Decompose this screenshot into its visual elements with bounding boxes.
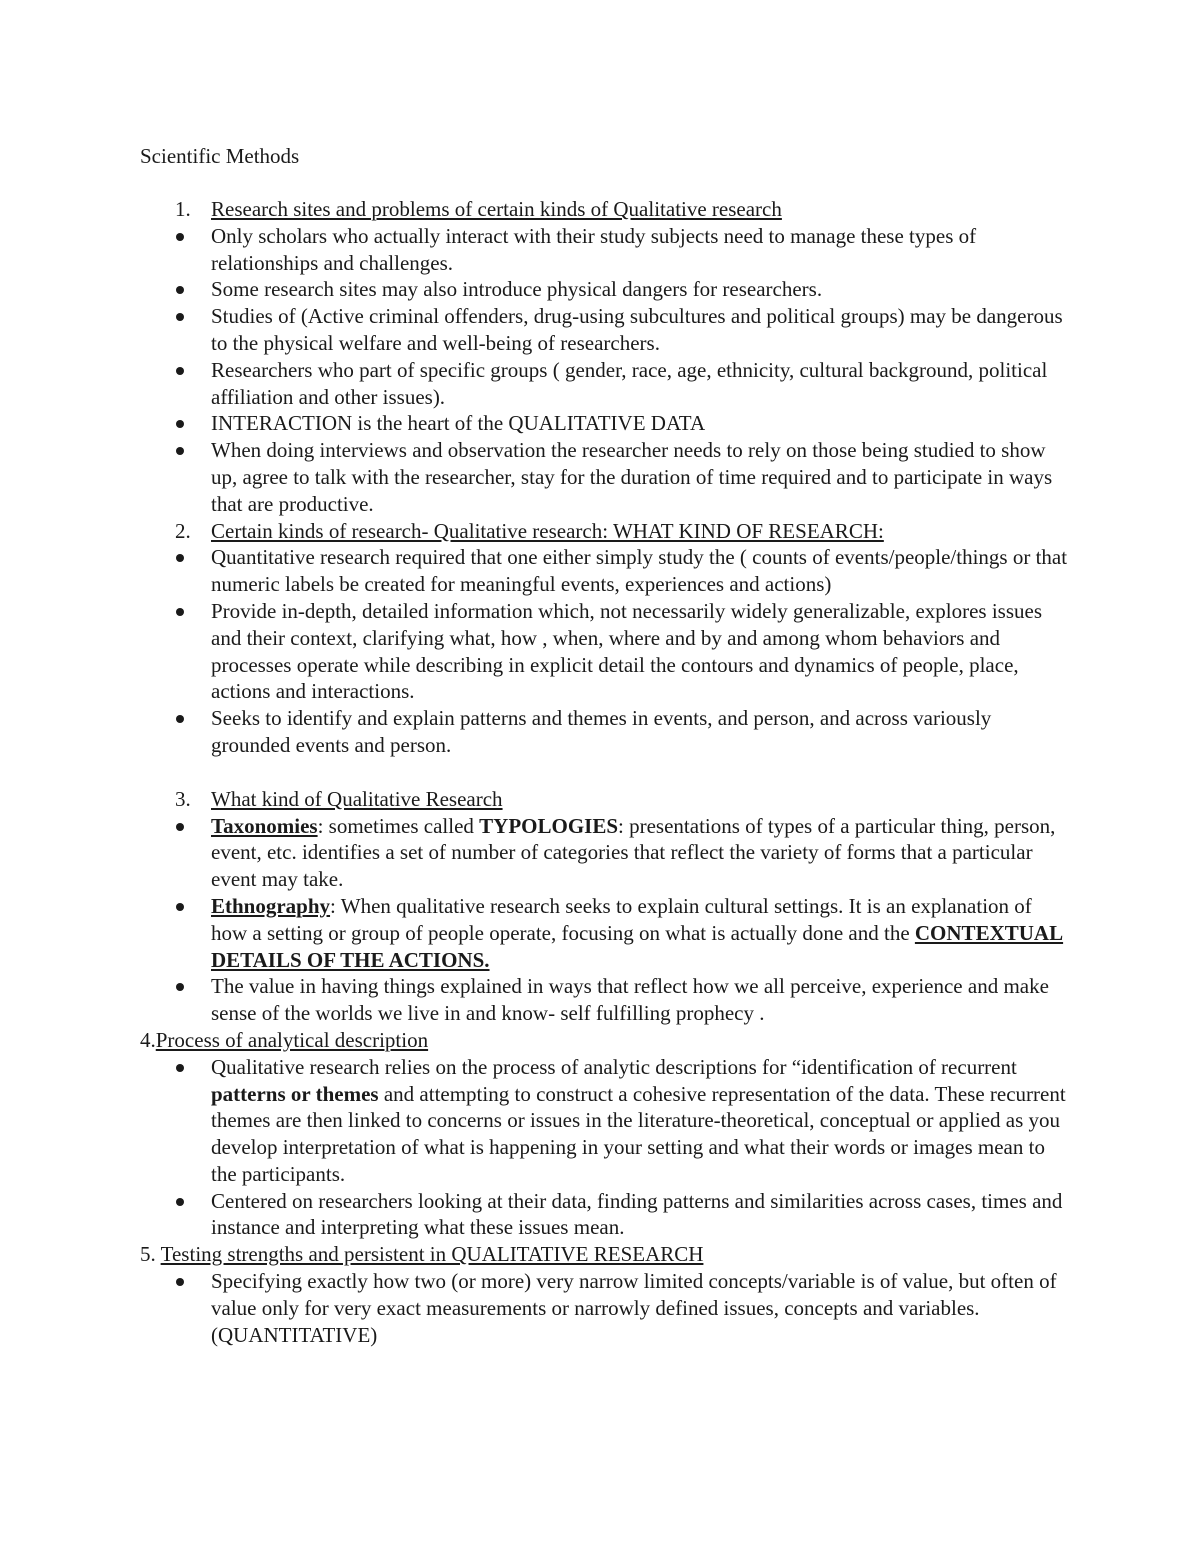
list-item: [0, 598, 1200, 705]
bullet-icon: [176, 608, 184, 616]
text-segment: Qualitative research relies on the process of analytic descriptions for “identification of recurrent: [211, 1054, 1017, 1079]
bullet-icon: [176, 1198, 184, 1206]
emphasis-patterns-themes: patterns or themes: [211, 1081, 379, 1106]
list-item-text: The value in having things explained in ways that reflect how we all perceive, experience and make sense of the worlds we live in and know- self fulfilling prophecy .: [211, 974, 1049, 1026]
list-item: [0, 303, 1200, 357]
section-heading-text: Certain kinds of research- Qualitative research: WHAT KIND OF RESEARCH:: [211, 518, 884, 543]
list-item-text: [211, 893, 1071, 973]
list-item: [0, 813, 1200, 893]
list-item-text: Quantitative research required that one either simply study the ( counts of events/people/things or that numeric labels be created for meaningful events, experiences and actions): [211, 545, 1068, 597]
list-item-text: [211, 1054, 1071, 1188]
list-item: [0, 1188, 1200, 1242]
section-1-heading: [0, 196, 1200, 223]
section-heading-text: Testing strengths and persistent in QUALITATIVE RESEARCH: [160, 1242, 704, 1267]
list-number: 2.: [175, 518, 191, 543]
list-item: [0, 705, 1200, 759]
bullet-icon: [176, 447, 184, 455]
list-item: [0, 973, 1200, 1027]
list-item-text: When doing interviews and observation the researcher needs to rely on those being studied to show up, agree to talk with the researcher, stay for the duration of time required and to participate in ways that are productive.: [211, 438, 1053, 516]
list-item-text: Provide in-depth, detailed information which, not necessarily widely generalizable, explores issues and their context, clarifying what, how , when, where and by and among whom behaviors and processes operate while describing in explicit detail the contours and dynamics of people, place, actions and interactions.: [211, 598, 1043, 704]
list-number: 3.: [175, 786, 191, 811]
list-item: [0, 276, 1200, 303]
term-taxonomies: Taxonomies: [211, 813, 318, 838]
bullet-icon: [176, 1064, 184, 1072]
bullet-icon: [176, 313, 184, 321]
list-item: [0, 544, 1200, 598]
list-item-text: Centered on researchers looking at their data, finding patterns and similarities across cases, times and instance and interpreting what these issues mean.: [211, 1188, 1063, 1240]
text-segment: and attempting to construct a cohesive representation of the data. These recurrent themes are then linked to concerns or issues in the literature-theoretical, conceptual or applied as you develop interpretation of what is happening in your setting and what their words or images mean to the participants.: [211, 1081, 1066, 1186]
bullet-icon: [176, 367, 184, 375]
list-item: [0, 1268, 1200, 1348]
list-number: 5.: [140, 1242, 156, 1267]
list-item-text: Only scholars who actually interact with their study subjects need to manage these types of relationships and challenges.: [211, 223, 977, 275]
list-item-text: Researchers who part of specific groups ( gender, race, age, ethnicity, cultural background, political affiliation and other issues).: [211, 357, 1048, 409]
section-heading-text: Process of analytical description: [155, 1027, 429, 1052]
bullet-icon: [176, 715, 184, 723]
document-title: Scientific Methods: [140, 144, 300, 168]
section-heading-text: What kind of Qualitative Research: [211, 786, 503, 811]
list-item: [0, 1054, 1200, 1188]
term-ethnography: Ethnography: [211, 893, 331, 918]
document-body: [0, 196, 1200, 1348]
list-item: [0, 410, 1200, 437]
text-segment: : sometimes called: [317, 813, 480, 838]
bullet-icon: [176, 823, 184, 831]
section-4-heading: [140, 1027, 1200, 1054]
list-item-text: [211, 813, 1071, 893]
section-3-heading: [0, 786, 1200, 813]
bullet-icon: [176, 1278, 184, 1286]
list-number: 4.: [140, 1027, 156, 1052]
list-item-text: Studies of (Active criminal offenders, drug-using subcultures and political groups) may be dangerous to the physical welfare and well-being of researchers.: [211, 304, 1063, 355]
section-heading-text: Research sites and problems of certain kinds of Qualitative research: [211, 197, 782, 221]
emphasis-contextual-details: CONTEXTUAL DETAILS OF THE ACTIONS.: [211, 920, 1064, 972]
list-item-text: Seeks to identify and explain patterns and themes in events, and person, and across variously grounded events and person.: [211, 706, 992, 757]
list-item-text: Some research sites may also introduce physical dangers for researchers.: [211, 277, 823, 302]
text-segment: : When qualitative research seeks to explain cultural settings. It is an explanation of how a setting or group of people operate, focusing on what is actually done and the: [211, 893, 1032, 945]
list-number: 1.: [175, 197, 191, 221]
list-item: [0, 437, 1200, 517]
bullet-icon: [176, 903, 184, 911]
section-2-heading: [0, 518, 1200, 545]
blank-line: [0, 759, 1200, 786]
term-typologies: TYPOLOGIES: [479, 813, 619, 838]
bullet-icon: [176, 554, 184, 562]
list-item: [0, 893, 1200, 973]
list-item-text: Specifying exactly how two (or more) very narrow limited concepts/variable is of value, but often of value only for very exact measurements or narrowly defined issues, concepts and variables. (QUANTITATIVE): [211, 1269, 1057, 1347]
list-item: [0, 223, 1200, 277]
bullet-icon: [176, 420, 184, 428]
section-5-heading: [140, 1241, 1200, 1268]
bullet-icon: [176, 233, 184, 241]
bullet-icon: [176, 983, 184, 991]
text-segment: : presentations of types of a particular thing, person, event, etc. identifies a set of number of categories that reflect the variety of forms that a particular event may take.: [211, 813, 1056, 892]
list-item-text: INTERACTION is the heart of the QUALITATIVE DATA: [211, 411, 706, 436]
bullet-icon: [176, 286, 184, 294]
list-item: [0, 357, 1200, 411]
